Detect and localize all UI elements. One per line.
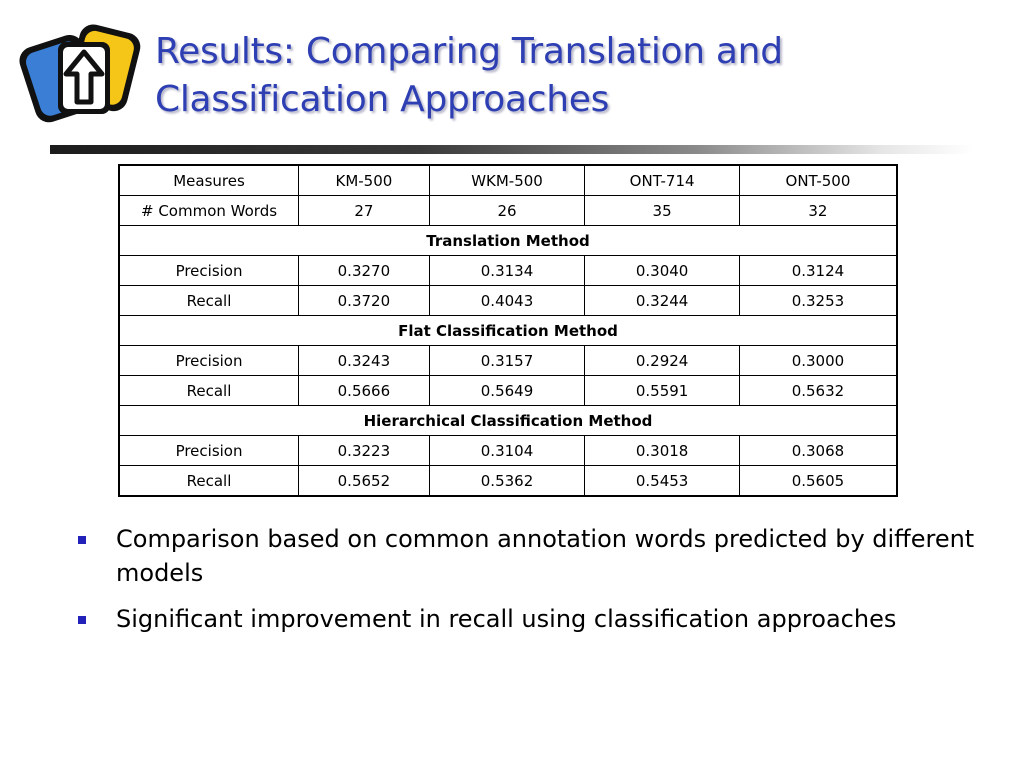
table-cell: 0.3253 [739, 286, 897, 316]
table-cell: 35 [585, 196, 740, 226]
table-cell: 0.4043 [429, 286, 585, 316]
list-item [78, 522, 978, 590]
header-cell-wkm-500: WKM-500 [429, 165, 585, 196]
table-row [119, 286, 897, 316]
table-cell: Precision [119, 346, 299, 376]
table-cell: Precision [119, 256, 299, 286]
table-cell: Recall [119, 286, 299, 316]
table-cell: 0.3270 [299, 256, 430, 286]
table-cell: Precision [119, 436, 299, 466]
section-row-flat-classification [119, 316, 897, 346]
section-row-translation [119, 226, 897, 256]
table-cell: 0.5605 [739, 466, 897, 497]
table-row [119, 256, 897, 286]
table-row [119, 346, 897, 376]
slide-title [155, 28, 995, 124]
table-cell: 0.5362 [429, 466, 585, 497]
slide-title-line-2: Classification Approaches [155, 79, 610, 120]
table-cell: 0.5649 [429, 376, 585, 406]
table-cell: 0.3243 [299, 346, 430, 376]
table-cell: Recall [119, 466, 299, 497]
table-cell: 0.3104 [429, 436, 585, 466]
section-title: Flat Classification Method [119, 316, 897, 346]
table-cell: 0.3068 [739, 436, 897, 466]
section-title: Translation Method [119, 226, 897, 256]
table-cell: 0.3157 [429, 346, 585, 376]
table-cell: 0.5453 [585, 466, 740, 497]
header-cell-ont-714: ONT-714 [585, 165, 740, 196]
results-table [118, 164, 898, 497]
table-cell: 0.5632 [739, 376, 897, 406]
bullet-text: Significant improvement in recall using classification approaches [116, 605, 897, 633]
table-cell: 32 [739, 196, 897, 226]
section-title: Hierarchical Classification Method [119, 406, 897, 436]
table-cell: 0.5652 [299, 466, 430, 497]
header-cell-km-500: KM-500 [299, 165, 430, 196]
table-cell: 27 [299, 196, 430, 226]
table-row [119, 466, 897, 497]
table-cell: 0.3244 [585, 286, 740, 316]
title-divider [50, 145, 974, 154]
upload-arrow-logo-icon [18, 18, 142, 128]
table-row-common-words [119, 196, 897, 226]
table-cell: 0.3018 [585, 436, 740, 466]
table-cell: 0.5591 [585, 376, 740, 406]
header-cell-measures: Measures [119, 165, 299, 196]
table-cell: 0.2924 [585, 346, 740, 376]
list-item [78, 602, 978, 636]
table-cell: 0.3124 [739, 256, 897, 286]
square-bullet-icon [78, 616, 86, 624]
bullet-list [78, 522, 978, 648]
slide-title-line-1: Results: Comparing Translation and [155, 31, 783, 72]
table-cell: 0.5666 [299, 376, 430, 406]
table-cell: 0.3000 [739, 346, 897, 376]
table-cell: 0.3223 [299, 436, 430, 466]
table-cell: 0.3720 [299, 286, 430, 316]
section-row-hierarchical-classification [119, 406, 897, 436]
table-row [119, 436, 897, 466]
table-cell: Recall [119, 376, 299, 406]
square-bullet-icon [78, 536, 86, 544]
table-header-row [119, 165, 897, 196]
table-cell: 0.3040 [585, 256, 740, 286]
table-cell: # Common Words [119, 196, 299, 226]
bullet-text: Comparison based on common annotation words predicted by different models [116, 525, 975, 587]
table-cell: 0.3134 [429, 256, 585, 286]
table-cell: 26 [429, 196, 585, 226]
table-row [119, 376, 897, 406]
header-cell-ont-500: ONT-500 [739, 165, 897, 196]
